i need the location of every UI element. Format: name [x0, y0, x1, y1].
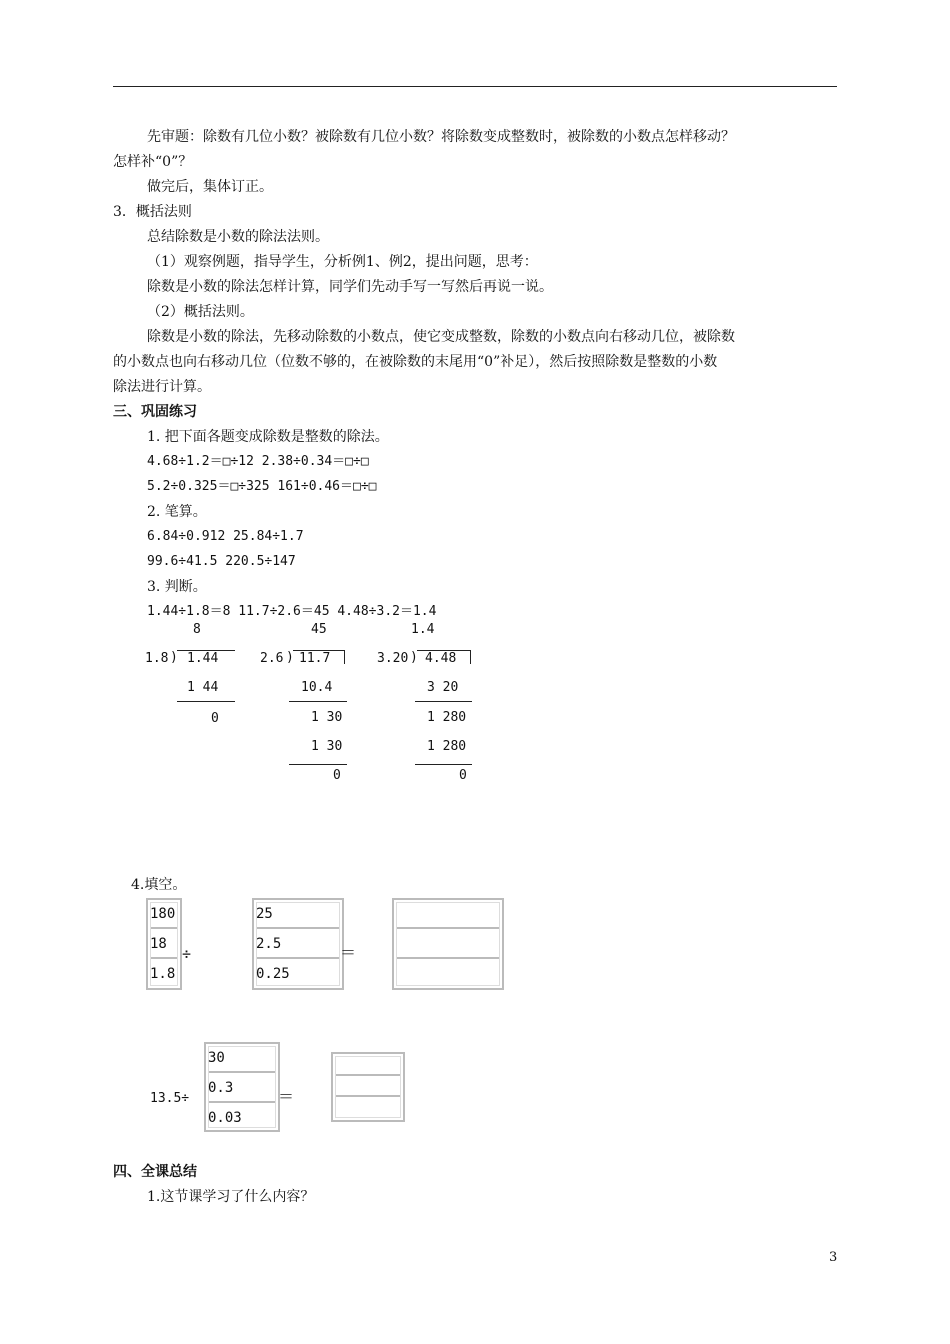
section-heading-practice: 三、巩固练习 — [113, 404, 197, 420]
question-1: 1. 把下面各题变成除数是整数的除法。 — [147, 429, 389, 445]
quotient: 8 — [193, 622, 201, 637]
paragraph-correct: 做完后，集体订正。 — [147, 179, 273, 195]
box-value: 0.25 — [256, 966, 290, 982]
question-2-line2: 99.6÷41.5 220.5÷147 — [147, 554, 296, 569]
quotient: 1.4 — [411, 622, 435, 637]
subtraction-line — [415, 764, 472, 765]
question-1-line2: 5.2÷0.325＝□÷325 161÷0.46＝□÷□ — [147, 479, 377, 494]
answer-box-2[interactable] — [331, 1052, 405, 1122]
question-4: 4.填空。 — [131, 877, 187, 893]
paragraph-review-question-cont: 怎样补“0”？ — [113, 154, 193, 170]
step-value: 3 20 — [427, 680, 459, 695]
box-separator — [257, 957, 339, 959]
step-value: 10.4 — [301, 680, 333, 695]
divide-sign: ÷ — [182, 945, 192, 963]
bracket-glyph: ) — [410, 650, 418, 665]
box-value: 1.8 — [150, 966, 176, 982]
step-value: 1 30 — [311, 739, 343, 754]
question-2-line1: 6.84÷0.912 25.84÷1.7 — [147, 529, 304, 544]
subtraction-line — [415, 701, 472, 702]
quotient: 45 — [311, 622, 327, 637]
box-separator — [336, 1074, 400, 1076]
question-1-line1: 4.68÷1.2＝□÷12 2.38÷0.34＝□÷□ — [147, 454, 369, 469]
paragraph-discuss: 除数是小数的除法怎样计算，同学们先动手写一写然后再说一说。 — [147, 279, 553, 295]
subtraction-line — [177, 701, 235, 702]
divisor: 3.20 — [377, 651, 409, 666]
fill-box-2 — [252, 898, 344, 990]
box-separator — [209, 1101, 275, 1103]
box-value: 30 — [208, 1050, 225, 1066]
divisor: 2.6 — [260, 651, 284, 666]
subtraction-line — [289, 764, 347, 765]
answer-box-1[interactable] — [392, 898, 504, 990]
remainder: 0 — [333, 768, 341, 783]
equals-sign: ＝ — [340, 943, 357, 962]
paragraph-observe: （1）观察例题，指导学生，分析例1、例2，提出问题，思考： — [147, 254, 538, 270]
box-separator — [151, 957, 177, 959]
paragraph-generalize: （2）概括法则。 — [147, 304, 254, 320]
subtraction-line — [289, 701, 347, 702]
box-separator — [151, 927, 177, 929]
division-bar-end — [344, 650, 345, 664]
question-2: 2. 笔算。 — [147, 504, 207, 520]
box-value: 0.03 — [208, 1110, 242, 1126]
dividend: 1.44 — [187, 651, 219, 666]
remainder: 0 — [459, 768, 467, 783]
box-value: 2.5 — [256, 936, 282, 952]
box-separator — [257, 927, 339, 929]
box-value: 180 — [150, 906, 176, 922]
divisor: 1.8 — [145, 651, 169, 666]
question-3: 3. 判断。 — [147, 579, 207, 595]
box-separator — [397, 927, 499, 929]
summary-question-1: 1.这节课学习了什么内容？ — [147, 1189, 315, 1205]
bracket-glyph: ) — [286, 650, 294, 665]
step-value: 1 44 — [187, 680, 219, 695]
paragraph-review-question: 先审题：除数有几位小数？被除数有几位小数？将除数变成整数时，被除数的小数点怎样移动？ — [147, 129, 735, 145]
remainder: 0 — [211, 711, 219, 726]
equals-sign: ＝ — [278, 1087, 295, 1106]
dividend: 11.7 — [299, 651, 331, 666]
expression-prefix: 13.5÷ — [150, 1091, 190, 1106]
box-separator — [336, 1095, 400, 1097]
box-value: 18 — [150, 936, 167, 952]
bracket-glyph: ) — [170, 650, 178, 665]
box-value: 25 — [256, 906, 273, 922]
section-heading-summary: 四、全课总结 — [113, 1164, 197, 1180]
paragraph-summary: 总结除数是小数的除法法则。 — [147, 229, 329, 245]
question-3-line: 1.44÷1.8＝8 11.7÷2.6＝45 4.48÷3.2＝1.4 — [147, 604, 437, 619]
page-number: 3 — [829, 1250, 838, 1265]
step-value: 1 280 — [427, 710, 467, 725]
box-separator — [209, 1071, 275, 1073]
box-value: 0.3 — [208, 1080, 234, 1096]
fill-box-3 — [204, 1042, 280, 1132]
subheading-rule: 3．概括法则 — [113, 204, 192, 220]
box-separator — [397, 957, 499, 959]
paragraph-rule-line2: 的小数点也向右移动几位（位数不够的，在被除数的末尾用“0”补足），然后按照除数是整数的小数 — [113, 354, 718, 370]
header-rule — [113, 86, 837, 87]
dividend: 4.48 — [425, 651, 457, 666]
fill-box-1 — [146, 898, 182, 990]
step-value: 1 280 — [427, 739, 467, 754]
division-bar-end — [470, 650, 471, 664]
paragraph-rule-line1: 除数是小数的除法，先移动除数的小数点，使它变成整数，除数的小数点向右移动几位，被除数 — [147, 329, 735, 345]
step-value: 1 30 — [311, 710, 343, 725]
paragraph-rule-line3: 除法进行计算。 — [113, 379, 211, 395]
